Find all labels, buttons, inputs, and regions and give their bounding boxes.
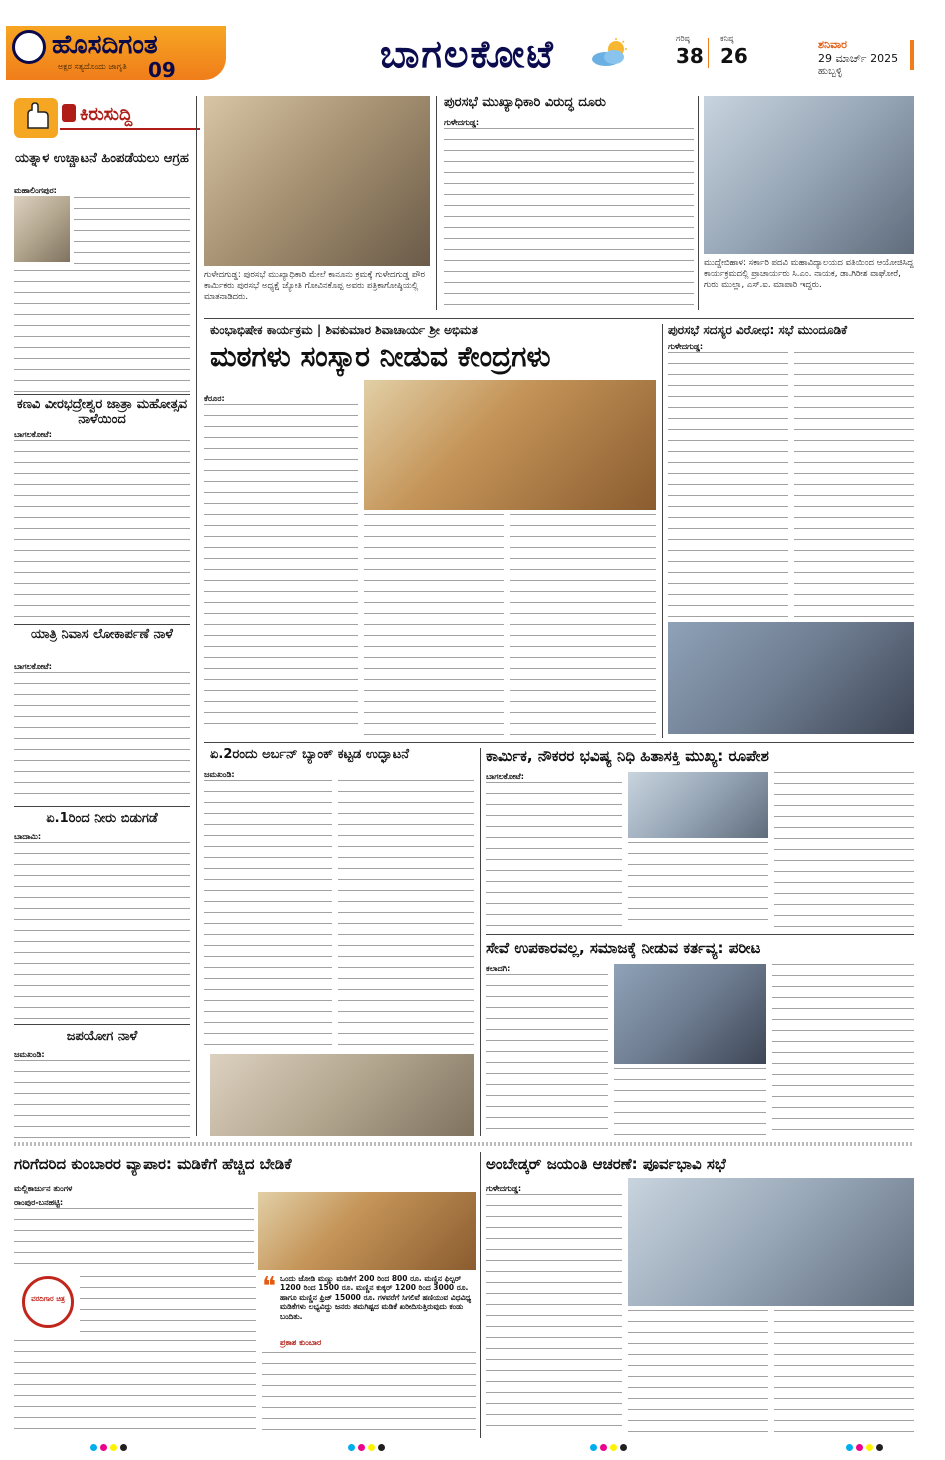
story-dateline: ಮಹಾಲಿಂಗಪುರ:	[14, 186, 57, 195]
story-dateline: ಕಲಾದಗಿ:	[486, 964, 511, 973]
college-event-photo	[704, 96, 914, 254]
story-body	[14, 270, 190, 392]
story-dateline: ಗುಳೇದಗುಡ್ಡ:	[444, 118, 480, 127]
hand-pointer-icon	[14, 98, 58, 138]
byline: ಮಲ್ಲಿಕಾರ್ಜುನ ತುಂಗಳ	[14, 1184, 73, 1193]
seva-event-photo	[614, 964, 766, 1064]
pf-event-photo	[628, 772, 768, 838]
story-dateline: ಕೆರೂರ:	[204, 394, 225, 403]
min-temp-block	[720, 34, 748, 68]
story-dateline: ಬಾಗಲಕೋಟೆ:	[486, 772, 524, 781]
story-body	[774, 772, 914, 930]
newspaper-title: ಹೊಸದಿಗಂತ	[52, 30, 158, 60]
story-dateline: ಬಾದಾಮಿ:	[14, 832, 42, 841]
story-headline: ಕಣವಿ ವೀರಭದ್ರೇಶ್ವರ ಜಾತ್ರಾ ಮಹೋತ್ಸವ ನಾಳೆಯಿಂದ	[16, 397, 188, 427]
swamiji-ceremony-photo	[364, 380, 656, 510]
story-headline: ಯತ್ನಾಳ ಉಚ್ಚಾಟನೆ ಹಿಂಪಡೆಯಲು ಆಗ್ರಹ	[15, 151, 189, 166]
masthead-accent-bar	[910, 40, 914, 70]
story-body	[364, 514, 504, 736]
registration-marks	[348, 1444, 385, 1451]
divider	[14, 394, 190, 395]
section-underline	[60, 128, 200, 130]
story-headline: ಏ.2ರಂದು ಅರ್ಬನ್ ಬ್ಯಾಂಕ್ ಕಟ್ಟಡ ಉದ್ಘಾಟನೆ	[210, 747, 410, 762]
story-body	[14, 1340, 256, 1436]
story-dateline: ಗುಳೇದಗುಡ್ಡ:	[486, 1184, 522, 1193]
story-dateline: ಬಾಗಲಕೋಟೆ:	[14, 662, 52, 671]
section-marker	[62, 104, 76, 122]
bank-event-photo	[210, 1054, 474, 1136]
registration-marks	[846, 1444, 883, 1451]
story-body	[772, 964, 914, 1136]
quote-mark-icon: ❝	[262, 1272, 276, 1302]
story-headline: ಜಪಯೋಗ ನಾಳೆ	[66, 1029, 138, 1044]
date: 29 ಮಾರ್ಚ್ 2025	[818, 52, 899, 65]
min-temp-value: 26	[720, 44, 748, 68]
pull-quote-author: ಪ್ರಕಾಶ ಕುಂಬಾರ	[280, 1338, 322, 1347]
temp-divider	[708, 38, 709, 68]
story-body	[510, 514, 656, 736]
story-body	[628, 842, 768, 930]
story-headline: ಕಾರ್ಮಿಕ, ನೌಕರರ ಭವಿಷ್ಯ ನಿಧಿ ಹಿತಾಸಕ್ತಿ ಮುಖ್ಯ: ರೂಪೇಶ	[486, 747, 769, 765]
story-headline: ಅಂಬೇಡ್ಕರ್ ಜಯಂತಿ ಆಚರಣೆ: ಪೂರ್ವಭಾವಿ ಸಭೆ	[486, 1155, 726, 1173]
photo-caption: ಮುದ್ದೇಬಿಹಾಳ: ಸರ್ಕಾರಿ ಪದವಿ ಮಹಾವಿದ್ಯಾಲಯದ ವತಿಯಿಂದ ಆಯೋಜಿಸಿದ್ದ ಕಾರ್ಯಕ್ರಮದಲ್ಲಿ ಪ್ರಾಚಾರ್ಯರು ಸಿ.ಎಂ. ನಾಯಕ, ಡಾ.ಗಿರೀಶ ವಾಘೋರೆ, ಗುರು ಮುಲ್ಲಾ, ಎಸ್.ಐ. ಮಾಪಾರಿ ಇದ್ದರು.	[704, 258, 914, 291]
story-headline: ಏ.1ರಿಂದ ನೀರು ಬಿಡುಗಡೆ	[46, 811, 158, 826]
story-body	[794, 352, 914, 618]
weekday: ಶನಿವಾರ	[818, 38, 847, 51]
story-body	[14, 842, 190, 1020]
column-rule	[480, 748, 481, 1136]
badge-label: ವರದಿಗಾರ ಚಿತ್ರ	[31, 1295, 65, 1303]
main-headline: ಮಠಗಳು ಸಂಸ್ಕಾರ ನೀಡುವ ಕೇಂದ್ರಗಳು	[210, 340, 551, 373]
min-temp-label: ಕನಿಷ್ಠ	[720, 34, 734, 43]
edition-city: ಬಾಗಲಕೋಟೆ	[380, 32, 555, 76]
story-kicker: ಕುಂಭಾಭಿಷೇಕ ಕಾರ್ಯಕ್ರಮ | ಶಿವಕುಮಾರ ಶಿವಾಚಾರ್ಯ ಶ್ರೀ ಅಭಿಮತ	[210, 323, 478, 337]
story-headline: ಯಾತ್ರಿ ನಿವಾಸ ಲೋಕಾರ್ಪಣೆ ನಾಳೆ	[31, 627, 173, 642]
page-number: 09	[148, 58, 176, 82]
masthead	[0, 0, 945, 88]
section-title-kirusuddi: ಕಿರುಸುದ್ದಿ	[80, 104, 133, 125]
divider	[486, 934, 914, 935]
story-body	[80, 1276, 256, 1336]
column-rule	[698, 96, 699, 310]
story-headline: ಪುರಸಭೆ ಸದಸ್ಯರ ವಿರೋಧ: ಸಭೆ ಮುಂದೂಡಿಕೆ	[668, 323, 848, 337]
story-dateline: ಗುಳೇದಗುಡ್ಡ:	[668, 342, 704, 351]
story-body	[204, 404, 358, 734]
story-body	[774, 1310, 914, 1436]
story-body	[14, 672, 190, 802]
column-rule	[436, 96, 437, 310]
max-temp-block	[676, 34, 704, 68]
story-body	[338, 780, 474, 1050]
column-rule	[480, 1152, 481, 1438]
column-rule	[196, 96, 197, 1136]
section-divider	[14, 1142, 914, 1146]
story-headline: ಗರಿಗೆದರಿದ ಕುಂಬಾರರ ವ್ಯಾಪಾರ: ಮಡಿಕೆಗೆ ಹೆಚ್ಚಿದ ಬೇಡಿಕೆ	[14, 1155, 292, 1173]
max-temp-label: ಗರಿಷ್ಠ	[676, 34, 690, 43]
story-headline: ಪುರಸಭೆ ಮುಖ್ಯಾಧಿಕಾರಿ ವಿರುದ್ಧ ದೂರು	[444, 95, 606, 110]
divider	[204, 318, 914, 319]
edition-label: ಹುಬ್ಬಳ್ಳಿ	[818, 66, 843, 77]
person-portrait-photo	[14, 196, 70, 262]
pull-quote-text: ಒಂದು ಜೋಡಿ ಮಣ್ಣು ಮಡಿಕೆಗೆ 200 ರಿಂದ 800 ರೂ. ಮಣ್ಣಿನ ಫಿಲ್ಟರ್ 1200 ರಿಂದ 1500 ರೂ. ಮಣ್ಣಿನ ಕುಕ್ಕರ್ 1200 ರಿಂದ 3000 ರೂ. ಹಾಗೂ ಮಣ್ಣಿನ ಫ್ರಿಜ್ 15000 ರೂ. ಗಳವರೆಗೆ ಸಿಗಲಿವೆ ಹಣಿಯುವ ವಿಧವಿಧ್ಯ ಮಡಿಕೆಗಳು ಲಭ್ಯವಿದ್ದು ಜನರು ತಮಗಿಷ್ಟದ ಮಡಿಕೆ ಖರೀದಿಸುತ್ತಿರುವುದು ಕಂಡು ಬಂದಿತು.	[280, 1274, 472, 1321]
logo-emblem-icon	[12, 30, 46, 64]
story-body	[74, 197, 190, 267]
story-body	[14, 440, 190, 620]
ambedkar-meeting-photo	[628, 1178, 914, 1306]
clay-pots-photo	[258, 1192, 476, 1270]
story-body	[14, 1060, 190, 1138]
story-dateline: ಬಾಗಲಕೋಟೆ:	[14, 430, 52, 439]
registration-marks	[90, 1444, 127, 1451]
reporter-photo-badge	[22, 1276, 74, 1328]
story-dateline: ಜಮಖಂಡಿ:	[204, 770, 235, 779]
divider	[14, 806, 190, 807]
story-body	[486, 1194, 622, 1436]
story-dateline: ರಾಂಪುರ-ಬನಹಟ್ಟಿ:	[14, 1198, 64, 1207]
column-rule	[662, 324, 663, 738]
registration-marks	[590, 1444, 627, 1451]
story-body	[444, 128, 694, 310]
story-body	[486, 782, 622, 930]
divider	[14, 1024, 190, 1025]
divider	[204, 742, 914, 743]
newspaper-tagline: ಅಕ್ಷರ ಸತ್ಯದೊಂದು ಜಾಗೃತಿ	[58, 62, 127, 71]
meeting-photo	[204, 96, 430, 266]
photo-caption: ಗುಳೇದಗುಡ್ಡ: ಪುರಸಭೆ ಮುಖ್ಯಾಧಿಕಾರಿ ಮೇಲೆ ಕಾನೂನು ಕ್ರಮಕ್ಕೆ ಗುಳೇದಗುಡ್ಡ ಪೌರ ಕಾರ್ಮಿಕರು ಪುರಸಭೆ ಅಧ್ಯಕ್ಷೆ ಜ್ಯೋತಿ ಗೋವಿನಕೊಪ್ಪ ಅವರು ಪತ್ರಿಕಾಗೋಷ್ಠಿಯಲ್ಲಿ ಮಾತನಾಡಿದರು.	[204, 270, 426, 303]
story-body	[262, 1352, 476, 1436]
story-body	[204, 780, 332, 1050]
partly-cloudy-icon	[588, 38, 632, 68]
council-meeting-photo	[668, 622, 914, 734]
story-headline: ಸೇವೆ ಉಪಕಾರವಲ್ಲ, ಸಮಾಜಕ್ಕೆ ನೀಡುವ ಕರ್ತವ್ಯ: ಪರೀಟ	[486, 939, 761, 957]
divider	[14, 624, 190, 625]
max-temp-value: 38	[676, 44, 704, 68]
story-body	[614, 1068, 766, 1136]
story-body	[668, 352, 788, 618]
story-body	[14, 1208, 254, 1268]
story-body	[486, 974, 608, 1136]
story-dateline: ಜಮಖಂಡಿ:	[14, 1050, 45, 1059]
story-body	[628, 1310, 768, 1436]
pull-quote-box	[262, 1274, 474, 1348]
date-block	[818, 38, 898, 77]
